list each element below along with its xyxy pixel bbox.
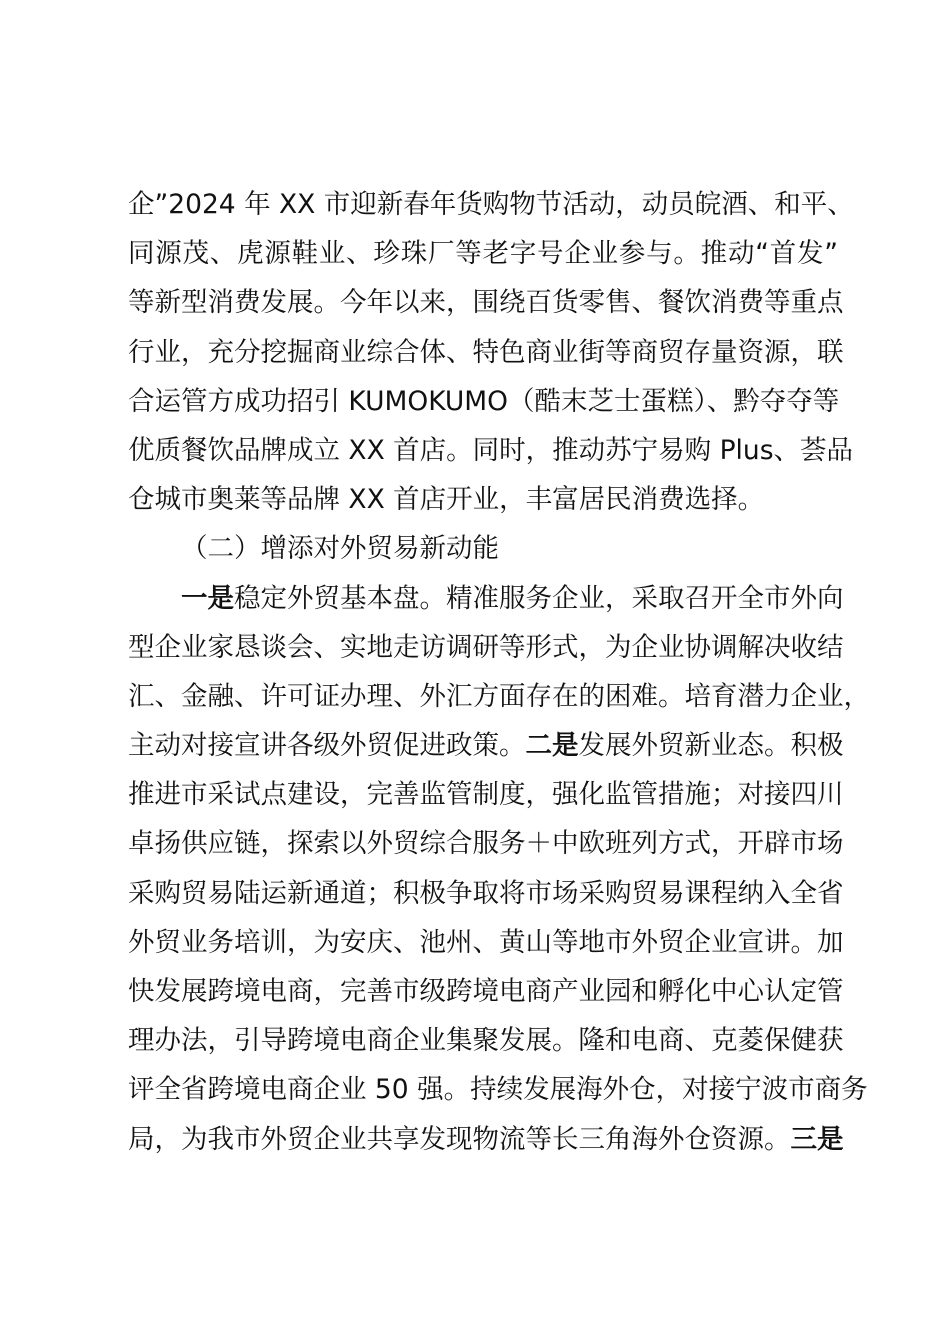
text-line — [128, 721, 844, 770]
text-line — [128, 574, 844, 623]
text-line: 企”2024 年 XX 市迎新春年货购物节活动，动员皖酒、和平、 — [128, 189, 854, 220]
text-line: 理办法，引导跨境电商企业集聚发展。隆和电商、克菱保健获 — [128, 1025, 844, 1057]
document-body — [128, 180, 870, 1164]
text-line: 合运管方成功招引 KUMOKUMO（酷末芝士蛋糕）、黔夺夺等 — [128, 385, 840, 417]
text-line: 卓扬供应链，探索以外贸综合服务＋中欧班列方式，开辟市场 — [128, 828, 844, 860]
text-segment: 发展外贸新业态。积极 — [578, 730, 844, 762]
text-line: 推进市采试点建设，完善监管制度，强化监管措施；对接四川 — [128, 779, 844, 811]
text-line: 型企业家恳谈会、实地走访调研等形式，为企业协调解决收结 — [128, 631, 844, 663]
section-heading: （二）增添对外贸易新动能 — [181, 533, 499, 565]
text-line: 快发展跨境电商，完善市级跨境电商产业园和孵化中心认定管 — [128, 976, 844, 1007]
bold-marker: 三是 — [790, 1123, 844, 1155]
text-line: 外贸业务培训，为安庆、池州、黄山等地市外贸企业宣讲。加 — [128, 926, 844, 958]
text-line: 优质餐饮品牌成立 XX 首店。同时，推动苏宁易购 Plus、荟品 — [128, 434, 854, 466]
text-line: 行业，充分挖掘商业综合体、特色商业街等商贸存量资源，联 — [128, 336, 844, 368]
text-segment: 局，为我市外贸企业共享发现物流等长三角海外仓资源。 — [128, 1123, 791, 1155]
text-line: 同源茂、虎源鞋业、珍珠厂等老字号企业参与。推动“首发” — [128, 238, 838, 270]
bold-marker: 二是 — [525, 730, 579, 762]
text-line: 仓城市奥莱等品牌 XX 首店开业，丰富居民消费选择。 — [128, 484, 765, 516]
text-line: 评全省跨境电商企业 50 强。持续发展海外仓，对接宁波市商务 — [128, 1074, 868, 1106]
text-line: 采购贸易陆运新通道；积极争取将市场采购贸易课程纳入全省 — [128, 877, 844, 909]
text-line — [128, 1115, 844, 1164]
text-segment: 主动对接宣讲各级外贸促进政策。 — [128, 730, 526, 762]
text-line: 等新型消费发展。今年以来，围绕百货零售、餐饮消费等重点 — [128, 287, 844, 319]
bold-marker: 一是 — [181, 582, 234, 614]
text-line: 汇、金融、许可证办理、外汇方面存在的困难。培育潜力企业， — [128, 680, 870, 712]
text-segment: 稳定外贸基本盘。精准服务企业，采取召开全市外向 — [234, 582, 844, 614]
